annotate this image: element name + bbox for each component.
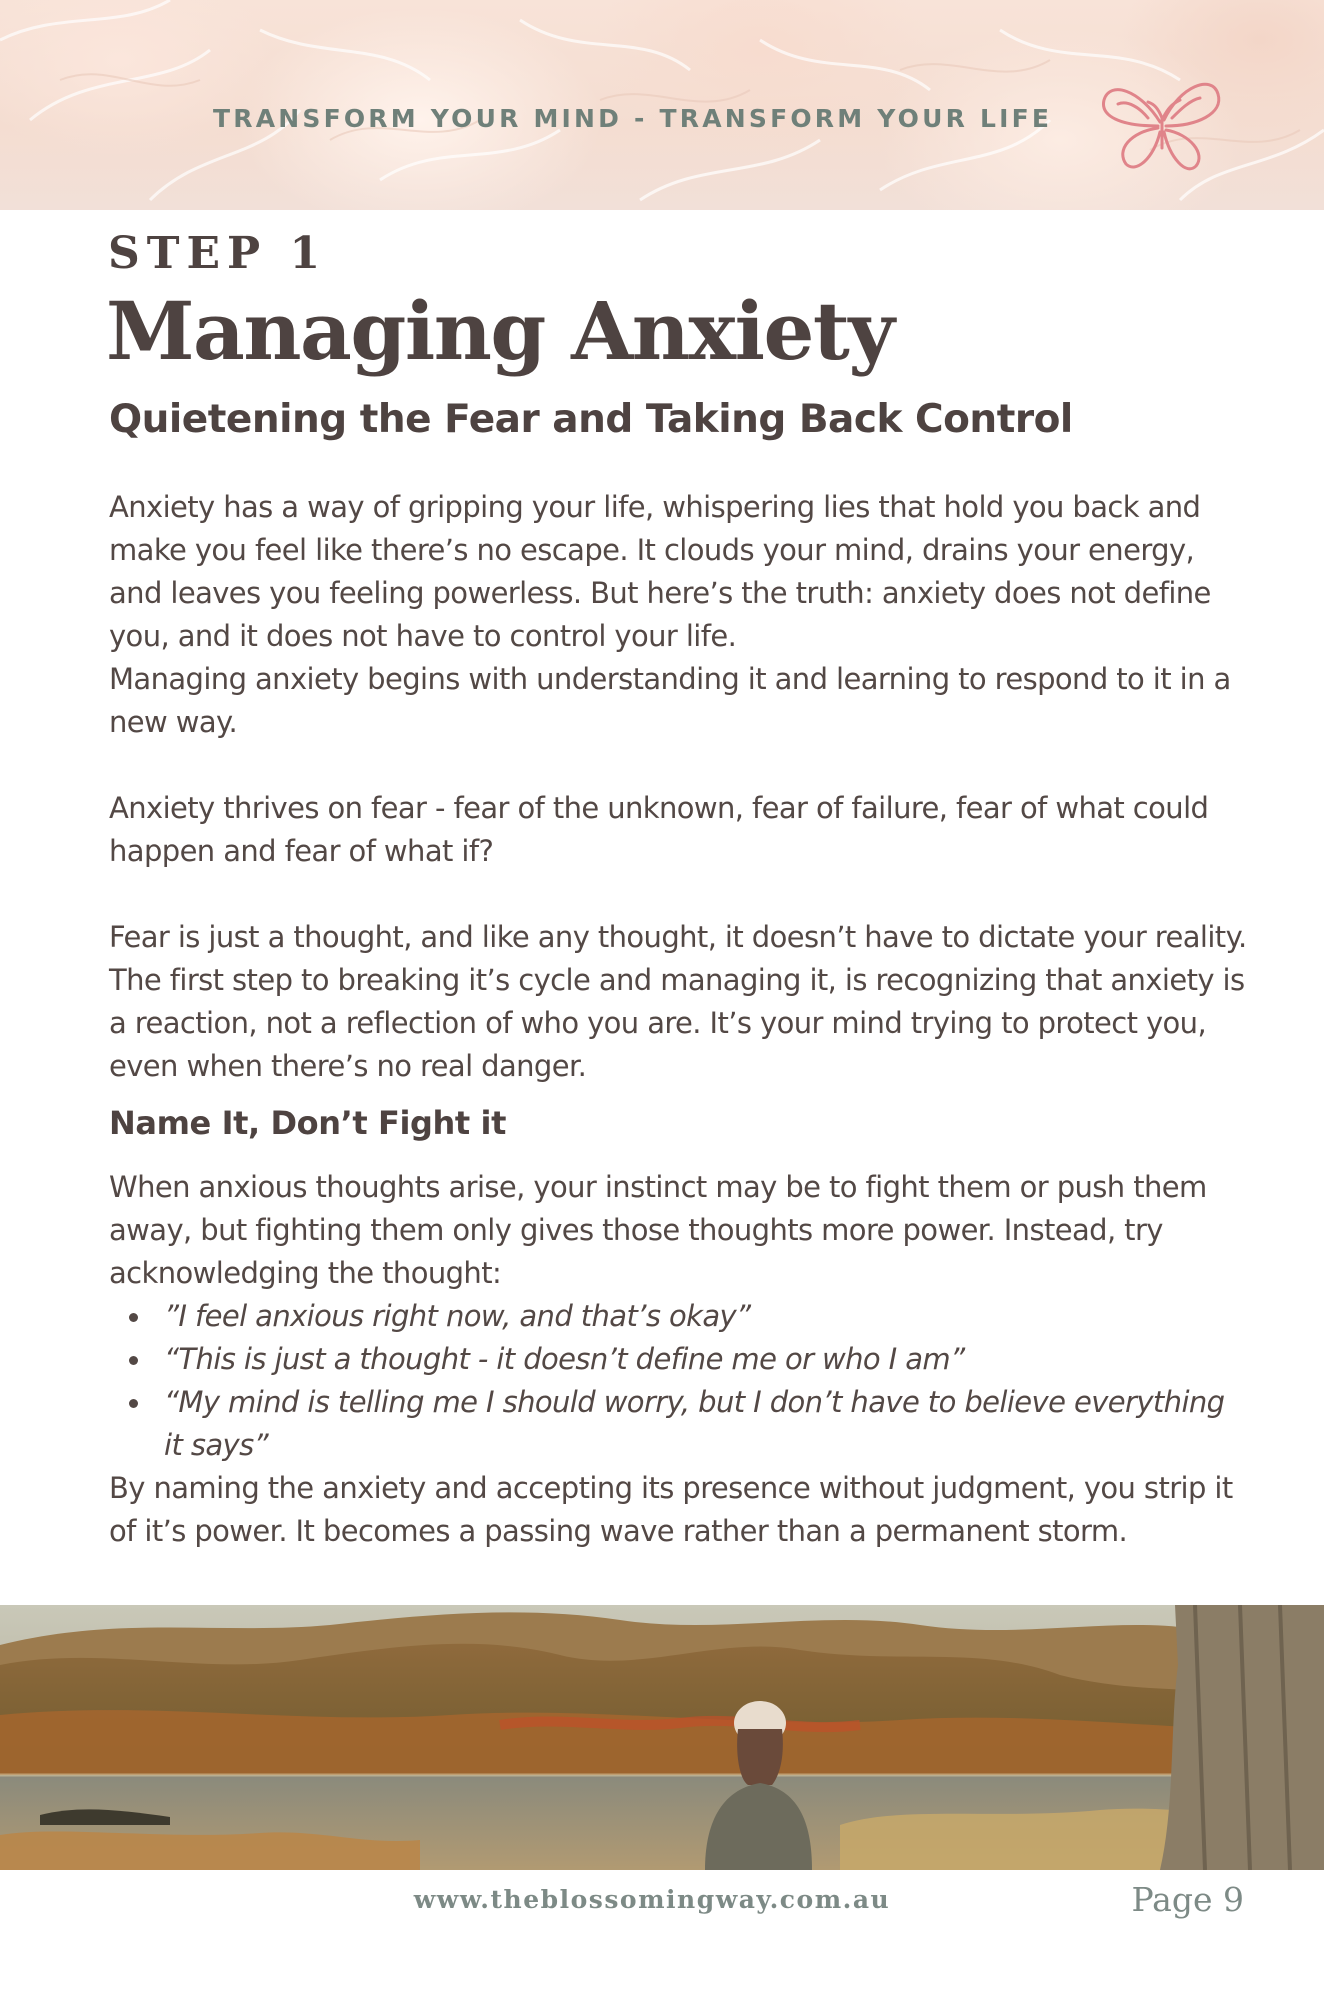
section-intro-paragraph: When anxious thoughts arise, your instinct may be to fight them or push them away, but fighting them only gives those thoughts more power. Instead, try acknowledging the thought: xyxy=(109,1170,1207,1290)
list-item: “This is just a thought - it doesn’t define me or who I am” xyxy=(109,1338,1249,1381)
paragraph: Fear is just a thought, and like any thought, it doesn’t have to dictate your reality. The first step to breaking it’s cycle and managing it, is recognizing that anxiety is a reaction, not a reflection of who you are. It’s your mind trying to protect you, even when there’s no real danger. xyxy=(109,920,1247,1083)
step-label: STEP 1 xyxy=(108,228,328,279)
paragraph: Anxiety thrives on fear - fear of the unknown, fear of failure, fear of what could happen and fear of what if? xyxy=(109,791,1209,868)
landscape-image xyxy=(0,1605,1324,1870)
page-title: Managing Anxiety xyxy=(106,284,894,378)
list-item: ”I feel anxious right now, and that’s okay” xyxy=(109,1295,1249,1338)
paragraph: Anxiety has a way of gripping your life, whispering lies that hold you back and make you feel like there’s no escape. It clouds your mind, drains your energy, and leaves you feeling powerless. But here’s the truth: anxiety does not define you, and it does not have to control your life. xyxy=(109,490,1211,653)
website-url[interactable] xyxy=(0,1885,1324,1914)
header-tagline: TRANSFORM YOUR MIND - TRANSFORM YOUR LIFE xyxy=(213,104,1053,133)
section-heading: Name It, Don’t Fight it xyxy=(109,1104,507,1142)
quote-list xyxy=(109,1295,1249,1467)
closing-paragraph: By naming the anxiety and accepting its presence without judgment, you strip it of it’s power. It becomes a passing wave rather than a permanent storm. xyxy=(109,1471,1233,1548)
page-subtitle: Quietening the Fear and Taking Back Control xyxy=(109,397,1073,442)
website-url-text[interactable]: www.theblossomingway.com.au xyxy=(413,1885,891,1914)
intro-paragraph-block xyxy=(109,486,1249,744)
landscape-photo xyxy=(0,1605,1324,1870)
page-number: Page 9 xyxy=(1131,1880,1244,1919)
butterfly-icon xyxy=(1100,70,1224,174)
paragraph: Managing anxiety begins with understanding it and learning to respond to it in a new way. xyxy=(109,662,1231,739)
header-banner xyxy=(0,0,1324,210)
list-item: “My mind is telling me I should worry, but I don’t have to believe everything it says” xyxy=(109,1381,1249,1467)
